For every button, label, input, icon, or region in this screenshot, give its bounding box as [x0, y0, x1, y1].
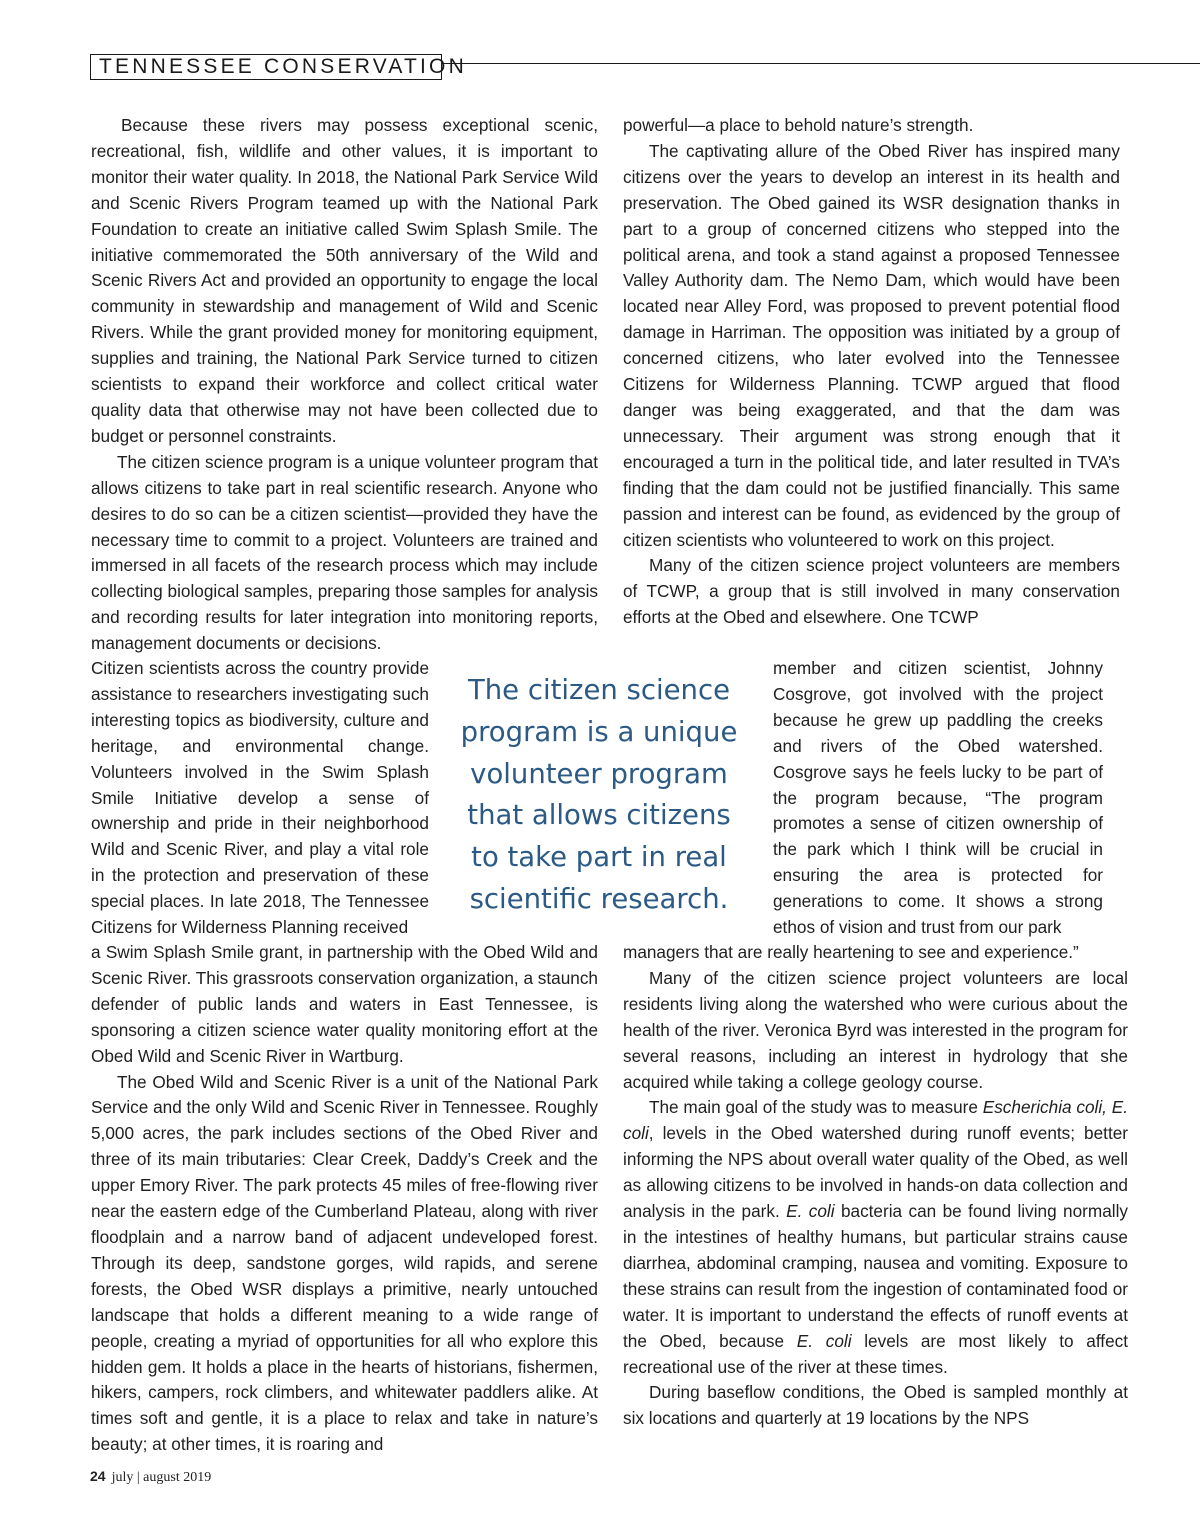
- paragraph: Because these rivers may possess exceptional scenic, recreational, fish, wildlife and other values, it is important to monitor their water quality. In 2018, the National Park Service Wild and Scenic Rivers Program teamed up with the National Park Foundation to create an initiative called Swim Splash Smile. The initiative commemorated the 50th anniversary of the Wild and Scenic Rivers Act and provided an opportunity to engage the local community in stewardship and management of Wild and Scenic Rivers. While the grant provided money for monitoring equipment, supplies and training, the National Park Service turned to citizen scientists to expand their workforce and collect critical water quality data that otherwise may not have been collected due to budget or personnel constraints.: [91, 115, 598, 446]
- paragraph-continued: Citizen scientists across the country provide assistance to researchers investigating such interesting topics as biodiversity, culture and heritage, and environmental change. Volunteers involved in the Swim Splash Smile Initiative develop a sense of ownership and pride in their neighborhood Wild and Scenic River, and play a vital role in the protection and preservation of these special places. In late 2018, The Tennessee Citizens for Wilderness Planning received: [91, 658, 429, 938]
- section-header: [90, 54, 467, 80]
- header-rule: [442, 63, 1200, 64]
- paragraph: Many of the citizen science project volunteers are local residents living along the watershed who were curious about the health of the river. Veronica Byrd was interested in the program for several reasons, including an interest in hydrology that she acquired while taking a college geology course.: [623, 967, 1128, 1092]
- paragraph-continued: member and citizen scientist, Johnny Cosgrove, got involved with the project because he grew up paddling the creeks and rivers of the Obed watershed. Cosgrove says he feels lucky to be part of the program because, “The program promotes a sense of citizen ownership of the park which I think will be crucial in ensuring the area is protected for generations to come. It shows a strong ethos of vision and trust from our park: [773, 658, 1103, 938]
- left-column-bottom: [91, 940, 598, 1458]
- paragraph-continued: powerful—a place to behold nature’s strength.: [623, 115, 974, 135]
- right-column-top: [623, 113, 1120, 631]
- paragraph-ecoli: [623, 1095, 1128, 1380]
- section-title: TENNESSEE CONSERVATION: [99, 55, 467, 78]
- italic-term: Escherichia coli, E. coli: [623, 1097, 1128, 1144]
- pull-quote: The citizen science program is a unique volunteer program that allows citizens to take part in real scientific research.: [460, 674, 738, 915]
- paragraph: The citizen science program is a unique volunteer program that allows citizens to take part in real scientific research. Anyone who desires to do so can be a citizen scientist—provided they have the necessary time to commit to a project. Volunteers are trained and immersed in all facets of the research process which may include collecting biological samples, preparing those samples for analysis and recording results for later integration into monitoring reports, management documents or decisions.: [91, 451, 598, 654]
- left-column-narrow: [91, 656, 429, 941]
- text-run: , levels in the Obed watershed during runoff events; better informing the NPS about overall water quality of the Obed, as well as allowing citizens to be involved in hands-on data collection and analysis in the park.: [623, 1123, 1128, 1222]
- italic-term: E. coli: [786, 1201, 835, 1222]
- italic-term: E. coli: [796, 1330, 852, 1351]
- paragraph: During baseflow conditions, the Obed is sampled monthly at six locations and quarterly at 19 locations by the NPS: [623, 1382, 1128, 1429]
- text-run: levels are most likely to affect recreational use of the river at these times.: [623, 1330, 1128, 1377]
- paragraph-continued: a Swim Splash Smile grant, in partnership with the Obed Wild and Scenic River. This grassroots conservation organization, a staunch defender of public lands and waters in East Tennessee, is sponsoring a citizen science water quality monitoring effort at the Obed Wild and Scenic River in Wartburg.: [91, 942, 598, 1066]
- paragraph-continued: managers that are really heartening to see and experience.”: [623, 942, 1079, 962]
- text-run: The main goal of the study was to measure: [649, 1097, 983, 1118]
- paragraph: The Obed Wild and Scenic River is a unit of the National Park Service and the only Wild and Scenic River in Tennessee. Roughly 5,000 acres, the park includes sections of the Obed River and three of its main tributaries: Clear Creek, Daddy’s Creek and the upper Emory River. The park protects 45 miles of free-flowing river near the eastern edge of the Cumberland Plateau, along with river floodplain and a narrow band of adjacent undeveloped forest. Through its deep, sandstone gorges, wild rapids, and serene forests, the Obed WSR displays a primitive, nearly untouched landscape that holds a different meaning to a wide range of people, creating a myriad of opportunities for all who explore this hidden gem. It holds a place in the hearts of historians, fishermen, hikers, campers, rock climbers, and whitewater paddlers alike. At times soft and gentle, it is a place to relax and take in nature’s beauty; at other times, it is roaring and: [91, 1071, 598, 1455]
- paragraph: Many of the citizen science project volunteers are members of TCWP, a group that is still involved in many conservation efforts at the Obed and elsewhere. One TCWP: [623, 555, 1120, 628]
- page-number: 24: [90, 1468, 106, 1484]
- text-run: bacteria can be found living normally in the intestines of healthy humans, but particular strains cause diarrhea, abdominal cramping, nausea and vomiting. Exposure to these strains can result from the ingestion of contaminated food or water. It is important to understand the effects of runoff events at the Obed, because: [623, 1201, 1128, 1351]
- right-column-bottom: [623, 940, 1128, 1432]
- page-footer: [90, 1467, 211, 1487]
- issue-date: july | august 2019: [111, 1470, 212, 1485]
- paragraph: The captivating allure of the Obed River has inspired many citizens over the years to develop an interest in its health and preservation. The Obed gained its WSR designation thanks in part to a group of concerned citizens who stepped into the political arena, and took a stand against a proposed Tennessee Valley Authority dam. The Nemo Dam, which would have been located near Alley Ford, was proposed to prevent potential flood damage in Harriman. The opposition was initiated by a group of concerned citizens, who later evolved into the Tennessee Citizens for Wilderness Planning. TCWP argued that flood danger was being exaggerated, and that the dam was unnecessary. Their argument was strong enough that it encouraged a turn in the political tide, and later resulted in TVA’s finding that the dam could not be justified financially. This same passion and interest can be found, as evidenced by the group of citizen scientists who volunteered to work on this project.: [623, 140, 1120, 550]
- right-column-narrow: [773, 656, 1103, 941]
- left-column-top: [91, 113, 598, 657]
